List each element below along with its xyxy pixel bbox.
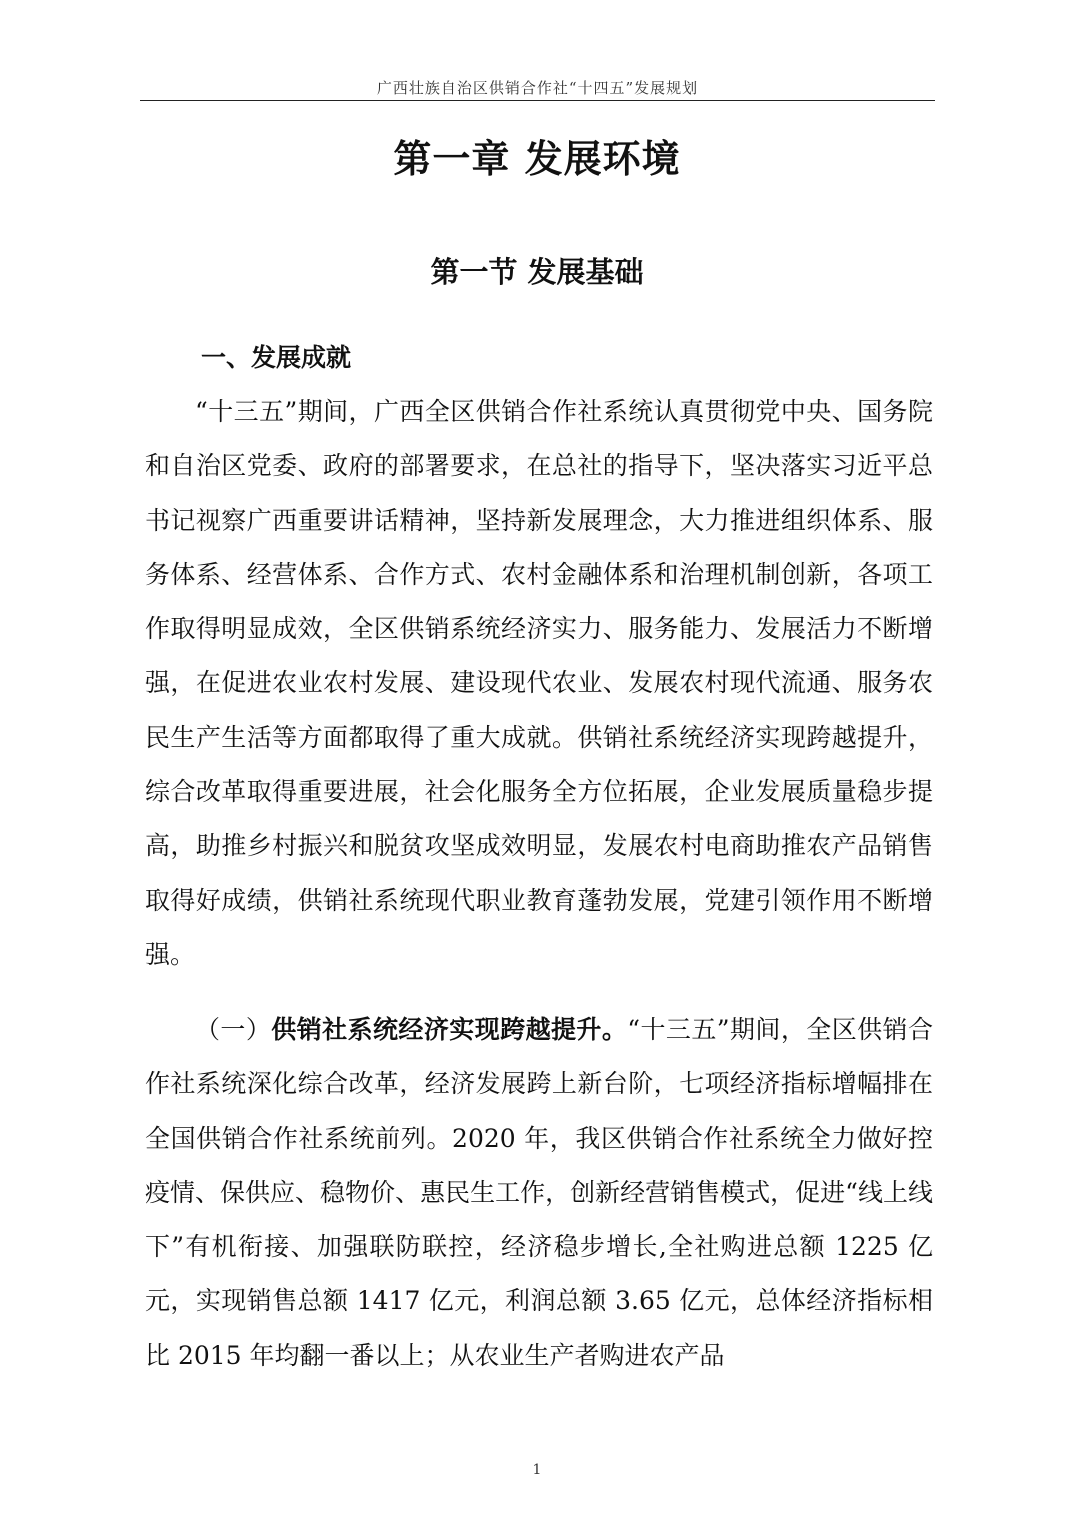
page-number: 1 [532, 1462, 542, 1478]
running-header: 广西壮族自治区供销合作社“十四五”发展规划 [376, 79, 699, 97]
paragraph-body: “十三五”期间，全区供销合作社系统深化综合改革，经济发展跨上新台阶，七项经济指标增幅排在全国供销合作社系统前列。2020 年，我区供销合作社系统全力做好控疫情、保供应、稳物价、惠民生工作，创新经营销售模式，促进“线上线下”有机衔接、加强联防联控，经济稳步增长,全社购进总额 1225 亿元，实现销售总额 1417 亿元，利润总额 3.65 亿元，总体经济指标相比 2015 年均翻一番以上；从农业生产者购进农产品 [145, 1015, 933, 1370]
paragraph-economic-leap [145, 1003, 933, 1383]
paragraph-marker: （一） [195, 1015, 272, 1044]
paragraph-achievements-overview: “十三五”期间，广西全区供销合作社系统认真贯彻党中央、国务院和自治区党委、政府的部署要求，在总社的指导下，坚决落实习近平总书记视察广西重要讲话精神，坚持新发展理念，大力推进组织体系、服务体系、经营体系、合作方式、农村金融体系和治理机制创新，各项工作取得明显成效，全区供销系统经济实力、服务能力、发展活力不断增强，在促进农业农村发展、建设现代农业、发展农村现代流通、服务农民生产生活等方面都取得了重大成就。供销社系统经济实现跨越提升，综合改革取得重要进展，社会化服务全方位拓展，企业发展质量稳步提高，助推乡村振兴和脱贫攻坚成效明显，发展农村电商助推农产品销售取得好成绩，供销社系统现代职业教育蓬勃发展，党建引领作用不断增强。 [145, 397, 933, 969]
header-divider [140, 100, 935, 101]
subsection-title: 一、发展成就 [201, 343, 352, 372]
paragraph-lead-heading: 供销社系统经济实现跨越提升。 [271, 1015, 628, 1044]
chapter-title: 第一章 发展环境 [393, 136, 681, 181]
section-title: 第一节 发展基础 [430, 255, 644, 289]
